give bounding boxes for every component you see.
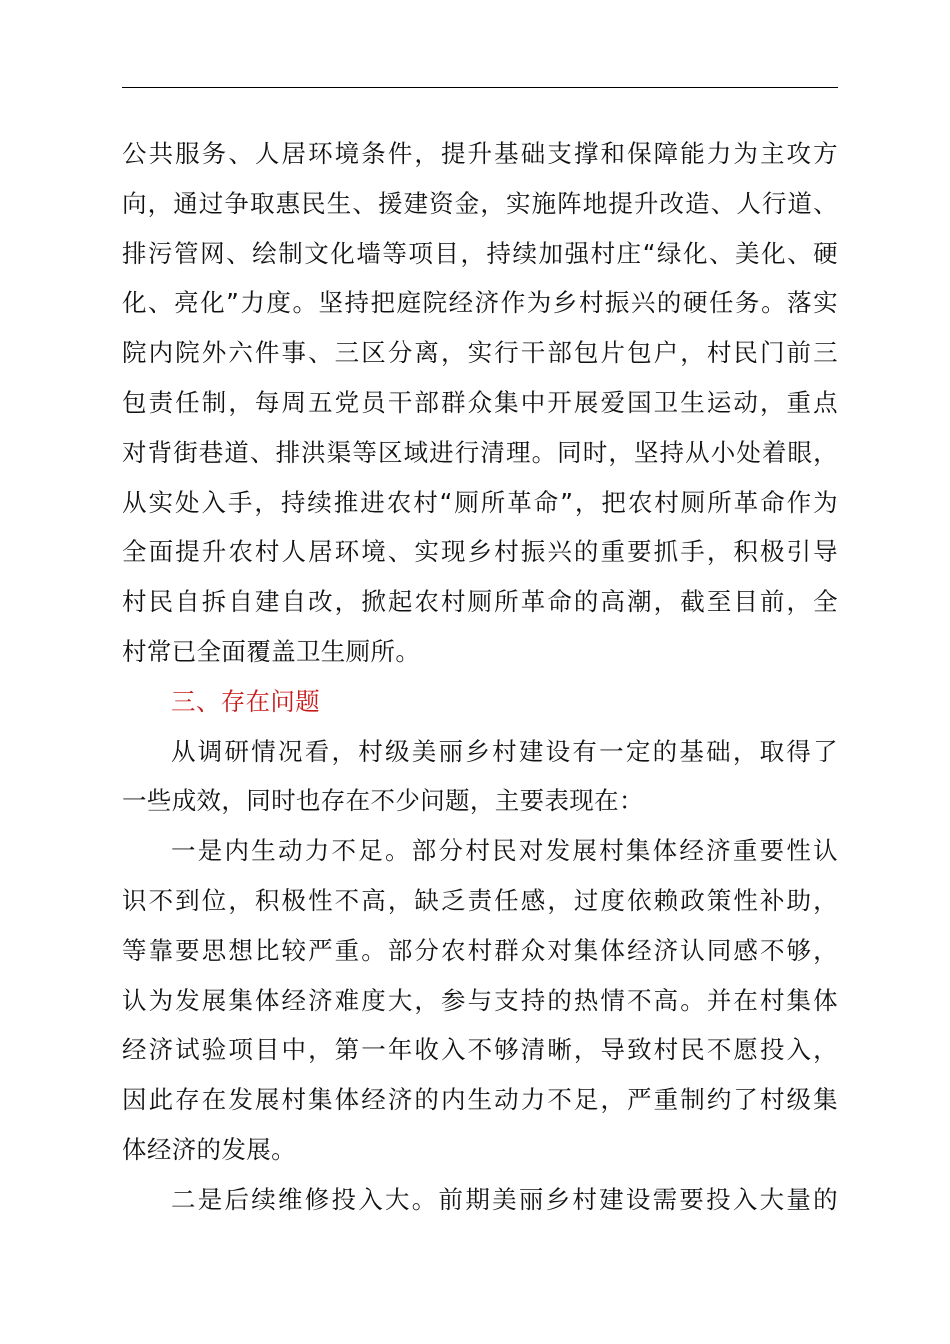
paragraph-line: 排污管网、绘制文化墙等项目，持续加强村庄“绿化、美化、硬	[122, 238, 838, 268]
paragraph-line: 全面提升农村人居环境、实现乡村振兴的重要抓手，积极引导	[122, 537, 838, 567]
paragraph-line: 经济试验项目中，第一年收入不够清晰，导致村民不愿投入，	[122, 1035, 838, 1065]
paragraph-line: 包责任制，每周五党员干部群众集中开展爱国卫生运动，重点	[122, 387, 838, 417]
paragraph-line: 村常已全面覆盖卫生厕所。	[122, 636, 421, 666]
paragraph-line: 二是后续维修投入大。前期美丽乡村建设需要投入大量的	[171, 1184, 838, 1214]
section-heading: 三、存在问题	[171, 686, 321, 716]
paragraph-line: 一是内生动力不足。部分村民对发展村集体经济重要性认	[171, 836, 838, 866]
paragraph-line: 院内院外六件事、三区分离，实行干部包片包户，村民门前三	[122, 338, 838, 368]
paragraph-line: 从实处入手，持续推进农村“厕所革命”，把农村厕所革命作为	[122, 487, 838, 517]
paragraph-line: 识不到位，积极性不高，缺乏责任感，过度依赖政策性补助，	[122, 885, 838, 915]
header-rule	[122, 87, 838, 88]
paragraph-line: 村民自拆自建自改，掀起农村厕所革命的高潮，截至目前，全	[122, 587, 838, 617]
paragraph-line: 向，通过争取惠民生、援建资金，实施阵地提升改造、人行道、	[122, 188, 838, 218]
paragraph-line: 化、亮化”力度。坚持把庭院经济作为乡村振兴的硬任务。落实	[122, 288, 838, 318]
paragraph-line: 认为发展集体经济难度大，参与支持的热情不高。并在村集体	[122, 985, 838, 1015]
paragraph-line: 从调研情况看，村级美丽乡村建设有一定的基础，取得了	[171, 736, 838, 766]
body-text	[122, 129, 842, 1225]
paragraph-line: 体经济的发展。	[122, 1134, 296, 1164]
paragraph-line: 对背街巷道、排洪渠等区域进行清理。同时，坚持从小处着眼，	[122, 437, 838, 467]
paragraph-line: 一些成效，同时也存在不少问题，主要表现在：	[122, 786, 644, 816]
paragraph-line: 等靠要思想比较严重。部分农村群众对集体经济认同感不够，	[122, 935, 838, 965]
paragraph-line: 因此存在发展村集体经济的内生动力不足，严重制约了村级集	[122, 1085, 838, 1115]
paragraph-line: 公共服务、人居环境条件，提升基础支撑和保障能力为主攻方	[122, 139, 838, 168]
